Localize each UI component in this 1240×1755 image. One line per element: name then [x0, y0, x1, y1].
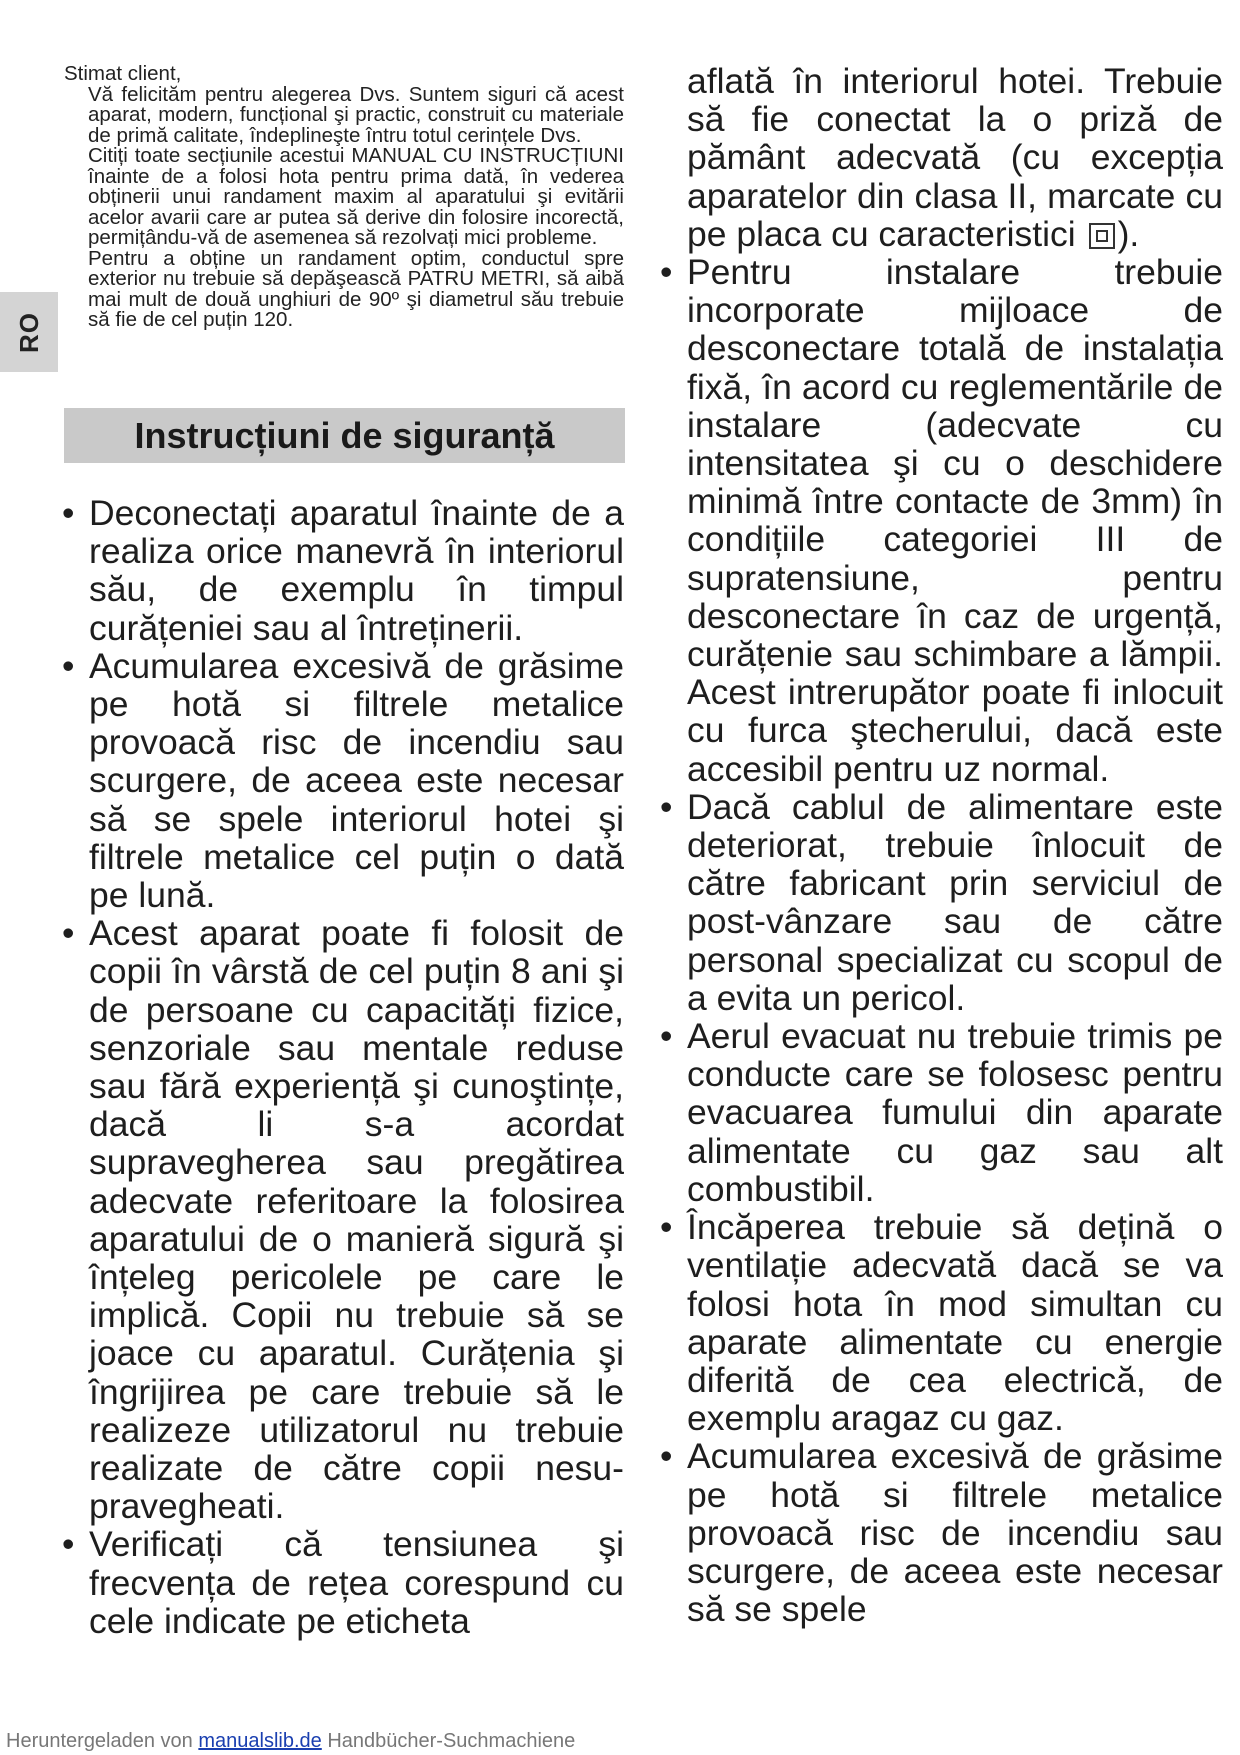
- footer-prefix: Heruntergeladen von: [6, 1730, 199, 1752]
- intro-paragraph: Vă felicităm pentru alegerea Dvs. Suntem siguri că acest aparat, modern, funcțional şi practic, construit cu materiale de primă calitate, îndeplineşte întru totul cerințele Dvs.: [88, 82, 624, 147]
- right-column: [660, 62, 1223, 1628]
- safety-bullet: • Acumularea excesivă de grăsime pe hotă si filtrele metalice provoacă risc de incendiu sau scurgere, de aceea este necesar să se spele: [660, 1437, 1223, 1628]
- safety-bullet: • Dacă cablul de alimentare este deteriorat, trebuie înlocuit de către fabricant prin serviciul de post-vânzare sau de către personal specializat cu scopul de a evita un pericol.: [660, 788, 1223, 1017]
- intro-text: [64, 64, 624, 331]
- section-heading-bar: [64, 408, 625, 463]
- safety-bullet: • Acumularea excesivă de grăsime pe hotă si filtrele metalice provoacă risc de incendiu sau scurgere, de aceea este necesar să se spele interiorul hotei şi filtrele metalice cel puțin o dată pe lună.: [62, 647, 624, 914]
- safety-bullet: • Deconectați aparatul înainte de a realiza orice manevră în interiorul său, de exemplu în timpul curățeniei sau al întreținerii.: [62, 494, 624, 647]
- footer-suffix: Handbücher-Suchmachiene: [321, 1730, 576, 1752]
- safety-bullet: • Încăperea trebuie să dețină o ventilație adecvată dacă se va folosi hota în mod simultan cu aparate alimentate cu energie diferită de cea electrică, de exemplu aragaz cu gaz.: [660, 1208, 1223, 1437]
- intro-paragraph: Citiți toate secțiunile acestui MANUAL CU INSTRUCȚIUNI înainte de a folosi hota pentru prima dată, în vederea obținerii unui randament maxim al aparatului şi evitării acelor avarii care ar putea să derive din folosire incorectă, permițându-vă de asemenea să rezolvați mici probleme.: [88, 144, 624, 249]
- greeting: Stimat client,: [64, 62, 182, 85]
- section-title: Instrucțiuni de siguranță: [134, 414, 555, 456]
- left-column: [62, 494, 624, 1640]
- safety-bullet: • Verificați că tensiunea şi frecvența de rețea corespund cu cele indicate pe eticheta: [62, 1525, 624, 1640]
- language-tab: [0, 292, 58, 372]
- class-ii-double-square-icon: [1089, 223, 1115, 249]
- manualslib-link[interactable]: manualslib.de: [198, 1730, 322, 1752]
- safety-bullet: • Acest aparat poate fi folosit de copii în vârstă de cel puțin 8 ani şi de persoane cu capacități fizice, senzoriale sau mentale reduse sau fără experiență şi cunoştințe, dacă li s-a acordat supravegherea sau pregătirea adecvate referitoare la folosirea aparatului de o manieră sigură şi înțeleg pericolele pe care le implică. Copii nu trebuie să se joace cu aparatul. Curățenia şi îngrijirea pe care trebuie să le realizeze utilizatorul nu trebuie realizate de către copii nesu-pravegheati.: [62, 914, 624, 1525]
- safety-bullet: • Aerul evacuat nu trebuie trimis pe conducte care se folosesc pentru evacuarea fumului din aparate alimentate cu gaz sau alt combustibil.: [660, 1017, 1223, 1208]
- safety-bullet: • Pentru instalare trebuie incorporate mijloace de desconectare totală de instalația fixă, în acord cu reglementările de instalare (adecvate cu intensitatea şi cu o deschidere minimă între contacte de 3mm) în condițiile categoriei III de supratensiune, pentru desconectare în caz de urgență, curățenie sau schimbare a lămpii. Acest intrerupător poate fi inlocuit cu furca ştecherului, dacă este accesibil pentru uz normal.: [660, 253, 1223, 788]
- continued-text: [660, 62, 1223, 253]
- download-footer: [6, 1730, 575, 1753]
- language-label: RO: [13, 311, 44, 353]
- continued-text-part: aflată în interiorul hotei. Trebuie să fie conectat la o priză de pământ adecvată (cu excepția aparatelor din clasa II, marcate cu pe placa cu caracteristici: [687, 61, 1223, 254]
- continued-text-end: ).: [1117, 213, 1140, 254]
- intro-paragraph: Pentru a obține un randament optim, conductul spre exterior nu trebuie să depăşească PATRU METRI, să aibă mai mult de două unghiuri de 90º şi diametrul său trebuie să fie de cel puțin 120.: [88, 246, 624, 331]
